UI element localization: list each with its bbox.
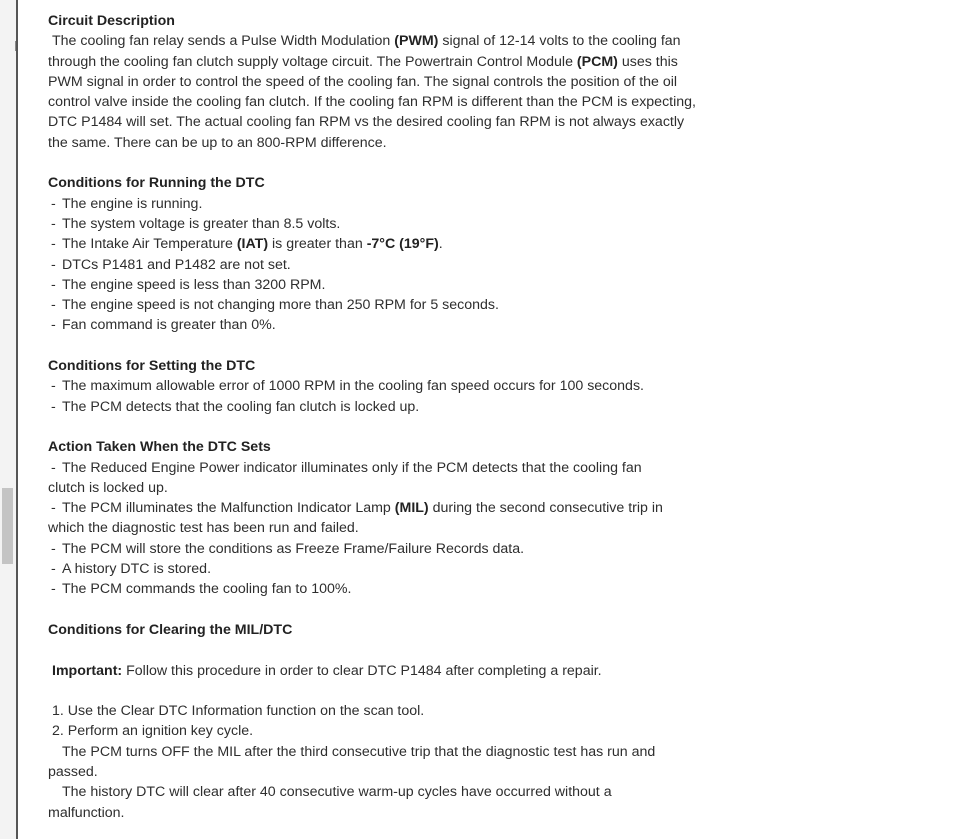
- list-item: - The maximum allowable error of 1000 RPM in the cooling fan speed occurs for 100 seconds.: [48, 376, 698, 396]
- mil-abbr: (MIL): [394, 500, 429, 517]
- section-heading-setting: Conditions for Setting the DTC: [48, 358, 256, 375]
- content-left-border: [16, 0, 18, 839]
- bullet: -: [51, 215, 56, 232]
- circuit-description-paragraph: [48, 31, 698, 153]
- procedure-note-1-continuation: passed.: [48, 763, 98, 780]
- bullet: -: [51, 561, 56, 578]
- circuit-text-3: uses this PWM signal in order to control the speed of the cooling fan. The signal controls the position of the oil control valve inside the cooling fan clutch. If the cooling fan RPM is different than the PCM is expecting, DTC P1484 will set. The actual cooling fan RPM vs the desired cooling fan RPM is not always exactly the same. There can be up to an 800-RPM difference.: [48, 53, 696, 151]
- procedure-note-1: The PCM turns OFF the MIL after the third consecutive trip that the diagnostic test has run and: [62, 743, 656, 760]
- list-item: - Fan command is greater than 0%.: [48, 315, 698, 335]
- list-item: - A history DTC is stored.: [48, 559, 698, 579]
- document-body: [48, 11, 698, 823]
- list-item: - The system voltage is greater than 8.5 volts.: [48, 214, 698, 234]
- iat-abbr: (IAT): [236, 236, 269, 253]
- list-item: - The PCM commands the cooling fan to 100%.: [48, 579, 698, 599]
- bullet: -: [51, 500, 56, 517]
- bullet: -: [51, 378, 56, 395]
- section-heading-running: Conditions for Running the DTC: [48, 175, 265, 192]
- bullet: -: [51, 256, 56, 273]
- important-label: Important:: [52, 662, 123, 679]
- list-item: - The PCM illuminates the Malfunction Indicator Lamp (MIL) during the second consecutive trip in: [48, 498, 698, 518]
- bullet: -: [51, 398, 56, 415]
- bullet: -: [51, 317, 56, 334]
- procedure-step-2: 2. Perform an ignition key cycle.: [52, 723, 254, 740]
- circuit-text-2: signal of 12-14 volts to the cooling fan through the cooling fan clutch supply voltage circuit. The Powertrain Control Module: [48, 33, 681, 70]
- pcm-abbr: (PCM): [576, 53, 618, 70]
- list-item: - The PCM detects that the cooling fan clutch is locked up.: [48, 397, 698, 417]
- list-item: - The engine is running.: [48, 194, 698, 214]
- bullet: -: [51, 297, 56, 314]
- bullet: -: [51, 581, 56, 598]
- circuit-text-1: The cooling fan relay sends a Pulse Width Modulation: [52, 33, 391, 50]
- bullet: -: [51, 195, 56, 212]
- section-heading-clearing: Conditions for Clearing the MIL/DTC: [48, 621, 293, 638]
- pwm-abbr: (PWM): [394, 33, 439, 50]
- iat-value: -7°C (19°F): [366, 236, 439, 253]
- section-heading-circuit-description: Circuit Description: [48, 13, 175, 29]
- important-note: Important: Follow this procedure in order to clear DTC P1484 after completing a repair.: [52, 662, 602, 679]
- list-item: - The PCM will store the conditions as Freeze Frame/Failure Records data.: [48, 539, 698, 559]
- list-item: - The Reduced Engine Power indicator illuminates only if the PCM detects that the cooling fan: [48, 458, 698, 478]
- procedure-step-1: 1. Use the Clear DTC Information function on the scan tool.: [52, 703, 425, 720]
- bullet: -: [51, 540, 56, 557]
- bullet: -: [51, 276, 56, 293]
- list-item-continuation: which the diagnostic test has been run and failed.: [48, 520, 359, 537]
- left-gutter: [0, 0, 16, 839]
- procedure-note-2: The history DTC will clear after 40 consecutive warm-up cycles have occurred without a: [62, 784, 612, 801]
- list-item-continuation: clutch is locked up.: [48, 479, 168, 496]
- list-item: - The Intake Air Temperature (IAT) is greater than -7°C (19°F).: [48, 234, 698, 254]
- list-item: - The engine speed is less than 3200 RPM.: [48, 275, 698, 295]
- bullet: -: [51, 459, 56, 476]
- section-heading-action: Action Taken When the DTC Sets: [48, 439, 271, 456]
- procedure-note-2-continuation: malfunction.: [48, 804, 125, 821]
- list-item: - The engine speed is not changing more than 250 RPM for 5 seconds.: [48, 295, 698, 315]
- list-item: - DTCs P1481 and P1482 are not set.: [48, 255, 698, 275]
- scrollbar-thumb[interactable]: [2, 488, 13, 564]
- bullet: -: [51, 236, 56, 253]
